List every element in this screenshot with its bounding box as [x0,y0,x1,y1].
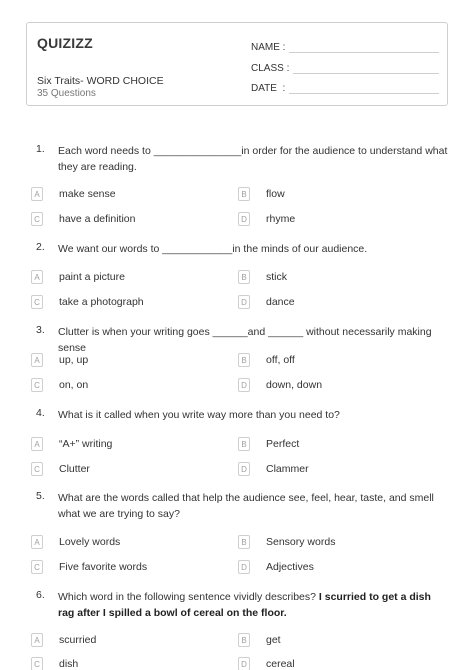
question-text: What are the words called that help the audience see, feel, hear, taste, and smell what we are trying to say? [58,492,434,520]
option-letter: A [31,633,43,647]
option-d[interactable] [238,462,309,476]
option-text: cereal [266,658,295,670]
option-text: “A+” writing [59,438,113,450]
name-field[interactable] [251,41,439,53]
question-text [58,589,448,621]
option-letter: D [238,560,250,574]
option-letter: C [31,212,43,226]
option-text: get [266,634,281,646]
option-letter: C [31,295,43,309]
option-text: on, on [59,379,89,391]
question-sentence: I scurried to get a dish rag after I spilled a bowl of cereal on the floor. [58,591,431,619]
option-text: have a definition [59,213,136,225]
option-text: dance [266,296,295,308]
option-text: Lovely words [59,536,121,548]
question-text: Clutter is when your writing goes ______and ______ without necessarily making sense [58,326,432,354]
option-b[interactable] [238,633,281,647]
option-d[interactable] [238,378,322,392]
option-d[interactable] [238,560,314,574]
option-letter: C [31,378,43,392]
option-b[interactable] [238,270,287,284]
option-letter: B [238,437,250,451]
option-text: flow [266,188,285,200]
option-letter: D [238,212,250,226]
date-line [289,85,439,94]
question-text: We want our words to ____________in the minds of our audience. [58,243,368,255]
option-letter: D [238,378,250,392]
worksheet-header [26,22,448,106]
question-number: 1. [36,143,45,155]
option-letter: D [238,295,250,309]
option-text: Adjectives [266,561,314,573]
option-c[interactable] [31,295,144,309]
option-letter: B [238,633,250,647]
option-letter: B [238,535,250,549]
question-number: 6. [36,589,45,601]
option-b[interactable] [238,187,285,201]
quizizz-logo: QUIZIZZ [37,35,93,51]
option-a[interactable] [31,535,120,549]
option-text: Sensory words [266,536,336,548]
option-a[interactable] [31,187,116,201]
option-text: rhyme [266,213,296,225]
option-text: dish [59,658,79,670]
option-c[interactable] [31,462,90,476]
option-a[interactable] [31,437,112,451]
option-c[interactable] [31,378,88,392]
option-letter: C [31,560,43,574]
option-letter: A [31,353,43,367]
option-text: Perfect [266,438,300,450]
option-letter: A [31,535,43,549]
class-field[interactable] [251,62,439,74]
option-a[interactable] [31,353,88,367]
option-text: stick [266,271,287,283]
question-prompt: Which word in the following sentence vividly describes? [58,591,316,603]
option-text: take a photograph [59,296,144,308]
question-number: 4. [36,407,45,419]
option-c[interactable] [31,560,147,574]
option-letter: D [238,462,250,476]
option-a[interactable] [31,270,125,284]
class-line [293,65,439,74]
option-letter: A [31,187,43,201]
option-text: make sense [59,188,116,200]
option-letter: A [31,437,43,451]
question-number: 2. [36,241,45,253]
option-letter: C [31,462,43,476]
question-number: 3. [36,324,45,336]
option-b[interactable] [238,353,295,367]
option-text: Five favorite words [59,561,148,573]
option-text: scurried [59,634,97,646]
option-d[interactable] [238,657,295,670]
option-letter: B [238,353,250,367]
option-c[interactable] [31,657,78,670]
option-letter: B [238,187,250,201]
option-letter: C [31,657,43,670]
option-text: Clammer [266,463,309,475]
date-label: DATE : [251,83,286,94]
question-text: Each word needs to _______________in order for the audience to understand what they are reading. [58,145,448,173]
option-d[interactable] [238,295,295,309]
class-label: CLASS : [251,63,290,74]
name-line [289,44,439,53]
option-text: Clutter [59,463,90,475]
option-b[interactable] [238,535,335,549]
option-text: up, up [59,354,89,366]
option-letter: A [31,270,43,284]
date-field[interactable] [251,82,439,94]
option-letter: B [238,270,250,284]
option-text: paint a picture [59,271,125,283]
worksheet-title: Six Traits- WORD CHOICE [37,75,164,87]
option-text: off, off [266,354,295,366]
question-text: What is it called when you write way more than you need to? [58,409,340,421]
option-d[interactable] [238,212,295,226]
option-a[interactable] [31,633,96,647]
option-b[interactable] [238,437,299,451]
question-count: 35 Questions [37,88,96,99]
option-c[interactable] [31,212,135,226]
question-number: 5. [36,490,45,502]
option-letter: D [238,657,250,670]
option-text: down, down [266,379,323,391]
name-label: NAME : [251,42,286,53]
